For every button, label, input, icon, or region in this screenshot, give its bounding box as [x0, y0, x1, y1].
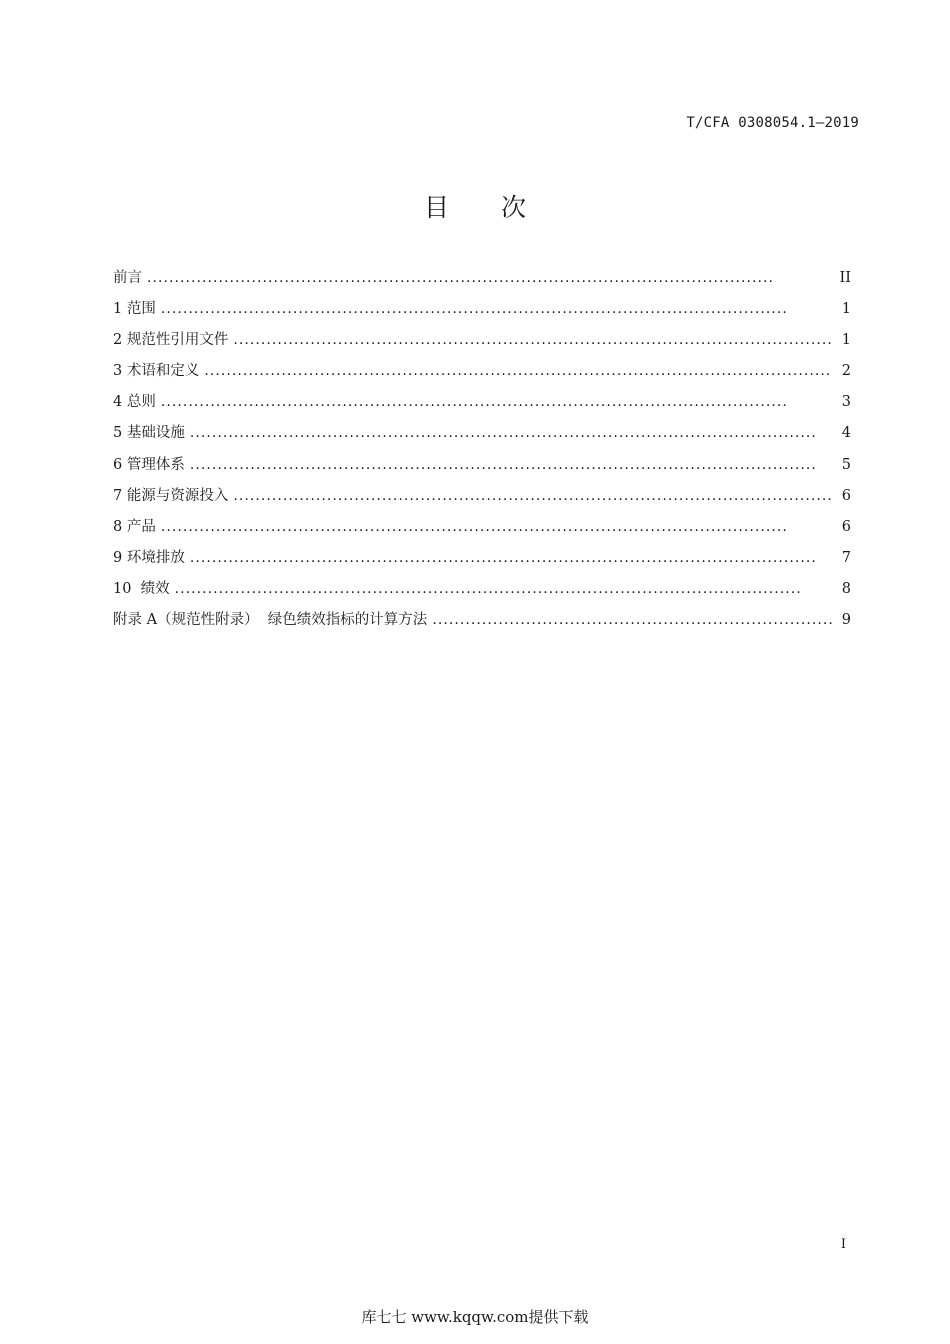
toc-entry-page: 7 — [841, 549, 851, 566]
page-number: I — [840, 1237, 846, 1252]
toc-entry-management-system[interactable] — [113, 453, 851, 484]
toc-entry-page: 6 — [841, 487, 851, 504]
toc-entry-label: 9 环境排放 — [113, 549, 185, 566]
toc-entry-label: 1 范围 — [113, 301, 156, 318]
toc-entry-page: 2 — [841, 363, 851, 380]
toc-entry-products[interactable] — [113, 515, 851, 546]
toc-leader-dots — [161, 519, 833, 535]
toc-entry-general[interactable] — [113, 390, 851, 421]
footer-watermark-text: 库七七 www.kqqw.com提供下载 — [361, 1308, 589, 1326]
toc-entry-page: 4 — [841, 425, 851, 442]
toc-leader-dots — [190, 425, 833, 441]
page-title: 目 次 — [424, 193, 548, 222]
toc-leader-dots — [161, 301, 833, 317]
toc-entry-infrastructure[interactable] — [113, 421, 851, 452]
toc-entry-page: 1 — [841, 301, 851, 318]
toc-leader-dots — [233, 488, 833, 504]
toc-entry-energy-resources[interactable] — [113, 484, 851, 515]
toc-entry-label: 8 产品 — [113, 518, 156, 535]
toc-entry-page: II — [839, 270, 851, 286]
toc-leader-dots — [190, 457, 833, 473]
toc-entry-performance[interactable] — [113, 577, 851, 608]
toc-entry-page: 9 — [841, 612, 851, 629]
toc-entry-page: 6 — [841, 518, 851, 535]
table-of-contents — [113, 266, 851, 639]
toc-entry-normative-references[interactable] — [113, 328, 851, 359]
toc-leader-dots — [147, 270, 833, 286]
toc-entry-page: 1 — [841, 332, 851, 349]
toc-entry-emissions[interactable] — [113, 546, 851, 577]
toc-entry-page: 5 — [841, 456, 851, 473]
toc-leader-dots — [233, 332, 833, 348]
toc-leader-dots — [190, 550, 833, 566]
standard-number: T/CFA 0308054.1—2019 — [686, 115, 859, 131]
toc-leader-dots — [161, 394, 833, 410]
toc-entry-label: 附录 A（规范性附录） 绿色绩效指标的计算方法 — [113, 612, 428, 629]
toc-leader-dots — [432, 612, 833, 628]
toc-entry-page: 3 — [841, 394, 851, 411]
toc-entry-label: 4 总则 — [113, 394, 156, 411]
toc-entry-label: 2 规范性引用文件 — [113, 332, 229, 349]
toc-entry-page: 8 — [841, 580, 851, 597]
toc-entry-label: 6 管理体系 — [113, 456, 185, 473]
toc-entry-foreword[interactable] — [113, 266, 851, 297]
toc-entry-label: 3 术语和定义 — [113, 363, 200, 380]
toc-entry-appendix-a[interactable] — [113, 608, 851, 639]
toc-entry-label: 10 绩效 — [113, 580, 170, 597]
toc-entry-label: 7 能源与资源投入 — [113, 487, 229, 504]
toc-leader-dots — [175, 581, 833, 597]
toc-entry-terms-definitions[interactable] — [113, 359, 851, 390]
toc-leader-dots — [204, 363, 833, 379]
toc-entry-label: 前言 — [113, 270, 142, 286]
toc-entry-label: 5 基础设施 — [113, 425, 185, 442]
toc-entry-scope[interactable] — [113, 297, 851, 328]
